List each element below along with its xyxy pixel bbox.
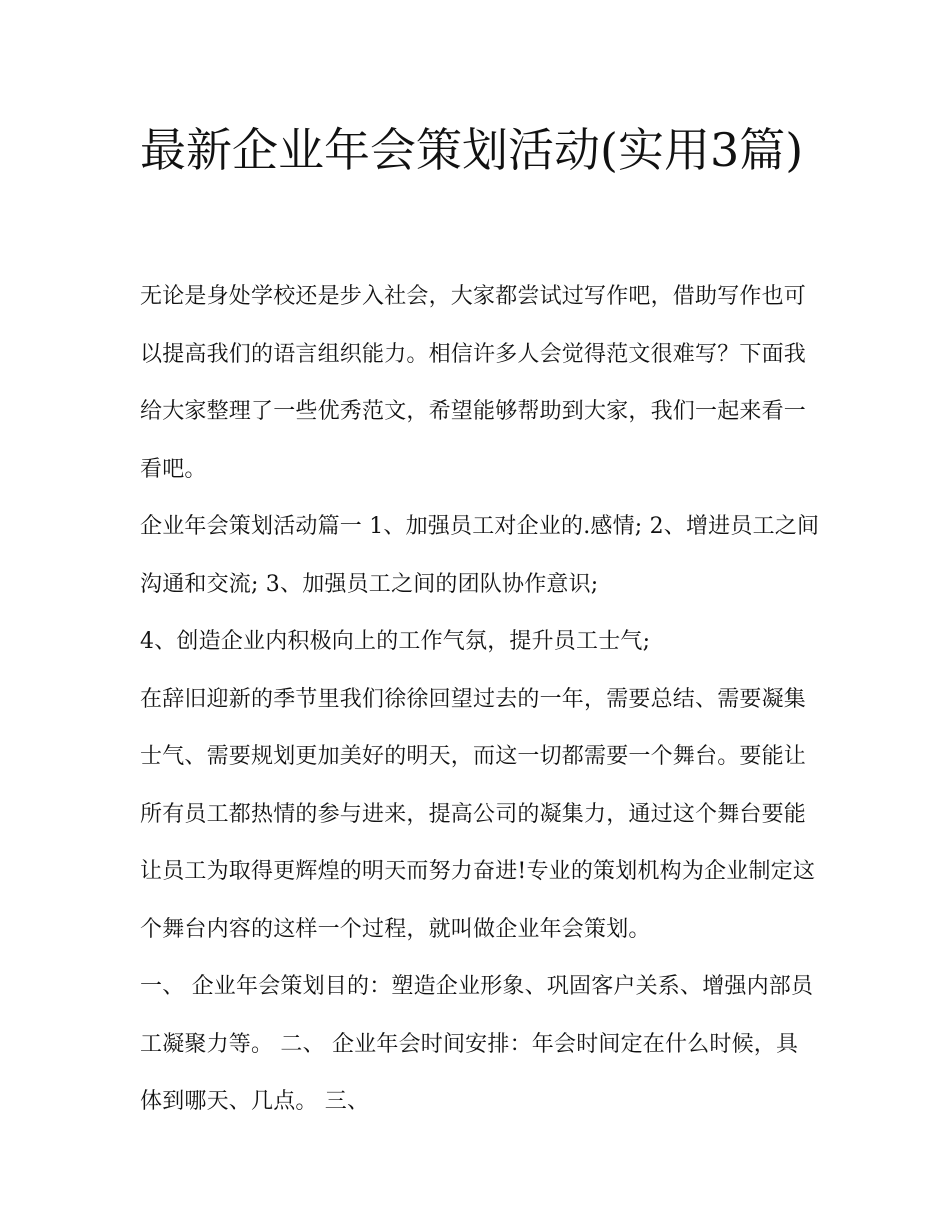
- document-title: 最新企业年会策划活动(实用3篇): [140, 123, 804, 177]
- paragraph-goal-4: 4、创造企业内积极向上的工作气氛，提升员工士气;: [140, 629, 651, 654]
- document-body: [140, 268, 820, 1131]
- paragraph-outline: 一、 企业年会策划目的：塑造企业形象、巩固客户关系、增强内部员工凝聚力等。 二、 企业年会时间安排：年会时间定在什么时候，具体到哪天、几点。 三、: [140, 974, 814, 1114]
- paragraph-background: 在辞旧迎新的季节里我们徐徐回望过去的一年，需要总结、需要凝集士气、需要规划更加美好的明天，而这一切都需要一个舞台。要能让所有员工都热情的参与进来，提高公司的凝集力，通过这个舞台要能让员工为取得更辉煌的明天而努力奋进!专业的策划机构为企业制定这个舞台内容的这样一个过程，就叫做企业年会策划。: [140, 686, 816, 942]
- paragraph-goals-1-3: 企业年会策划活动篇一 1、加强员工对企业的.感情; 2、增进员工之间沟通和交流; 3、加强员工之间的团队协作意识;: [140, 514, 820, 597]
- paragraph-intro: 无论是身处学校还是步入社会，大家都尝试过写作吧，借助写作也可以提高我们的语言组织能力。相信许多人会觉得范文很难写？下面我给大家整理了一些优秀范文，希望能够帮助到大家，我们一起来看一看吧。: [140, 284, 807, 482]
